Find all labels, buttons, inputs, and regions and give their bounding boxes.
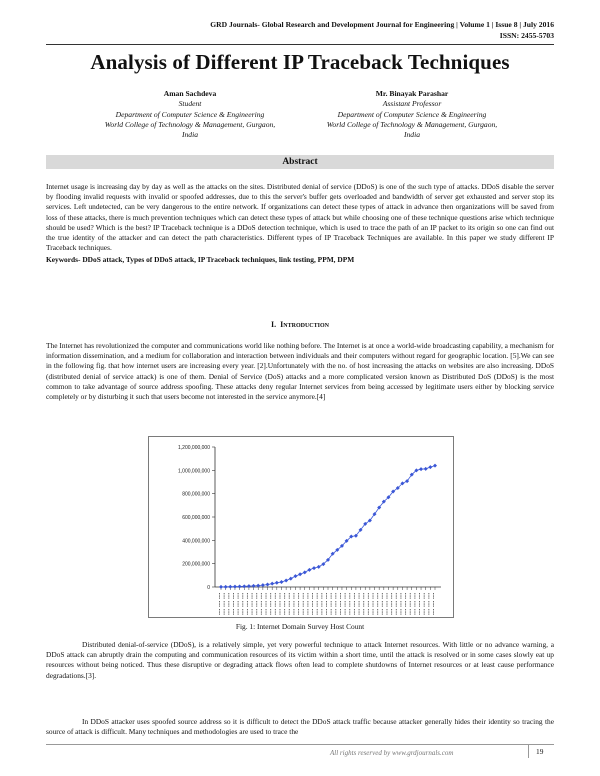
y-tick-label: 1,000,000,000 — [178, 468, 210, 475]
issn: ISSN: 2455-5703 — [499, 31, 554, 40]
data-point — [312, 566, 316, 570]
y-tick-label: 600,000,000 — [182, 515, 210, 521]
data-point — [428, 465, 432, 469]
data-point — [266, 583, 270, 587]
data-point — [219, 585, 223, 589]
y-tick-label: 1,200,000,000 — [178, 445, 210, 451]
journal-line: GRD Journals- Global Research and Development Journal for Engineering | Volume 1 | Issue 8 | July 2016 — [210, 20, 554, 29]
y-tick-label: 800,000,000 — [182, 491, 210, 498]
abstract-heading: Abstract — [46, 155, 554, 169]
author-name: Aman Sachdeva — [163, 89, 217, 98]
y-tick-label: 200,000,000 — [182, 561, 210, 568]
author-dept: Department of Computer Science & Engineering — [115, 109, 265, 119]
section-title: Introduction — [280, 320, 329, 329]
data-point — [293, 574, 297, 578]
header-rule — [46, 44, 554, 45]
author-country: India — [181, 130, 199, 140]
body-paragraph-1 — [46, 640, 554, 681]
author-name: Mr. Binayak Parashar — [375, 89, 449, 98]
data-point — [233, 585, 237, 589]
figure-caption: Fig. 1: Internet Domain Survey Host Count — [235, 622, 365, 631]
data-point — [433, 464, 437, 468]
data-point — [224, 585, 228, 589]
author-role: Student — [178, 99, 202, 109]
author-dept: Department of Computer Science & Engineering — [337, 109, 487, 119]
y-tick-label: 400,000,000 — [182, 538, 210, 545]
author-inst: World College of Technology & Management, Gurgaon, — [326, 119, 498, 129]
body-paragraph-2 — [46, 717, 554, 737]
author-block-1 — [75, 89, 305, 140]
author-inst: World College of Technology & Management, Gurgaon, — [104, 119, 276, 129]
data-point — [284, 578, 288, 582]
footer-rights: All rights reserved by www.grdjournals.com — [330, 749, 454, 757]
intro-paragraph: The Internet has revolutionized the computer and communications world like nothing before. The Internet is at once a world-wide broadcasting capability, a mechanism for information dissemination, and a medium for collaboration and interaction between individuals and their computers without regard for geographic location. [5].We can see in the following fig. that how internet users are increasing every year. [2].Unfortunately with the no. of host increasing the attacks on websites are also increasing. DDoS (distributed denial of service attack) is one of them. Denial of Service (DoS) attacks and a more complicated version known as Distributed DoS (DDoS) is the most common to take advantage of source address spoofing. These attacks deny regular Internet services from being accessed by legitimate users either by blocking service completely or by disturbing it such that users become not interested in the service anymore.[4] — [46, 341, 554, 402]
footer-rule — [46, 744, 554, 745]
data-point — [247, 584, 251, 588]
page-number: 19 — [536, 747, 544, 756]
data-point — [303, 570, 307, 574]
data-point — [424, 467, 428, 471]
data-point — [242, 584, 246, 588]
data-point — [275, 581, 279, 585]
paper-title: Analysis of Different IP Traceback Techniques — [90, 50, 510, 74]
chart-svg — [149, 437, 453, 617]
data-point — [270, 582, 274, 586]
data-point — [317, 565, 321, 569]
data-point — [419, 467, 423, 471]
data-point — [279, 580, 283, 584]
host-count-chart — [148, 436, 454, 618]
section-number: I. — [271, 320, 277, 329]
data-point — [307, 568, 311, 572]
body-paragraph-2-text: In DDoS attacker uses spoofed source address so it is difficult to detect the DDoS attack traffic because attacker generally hides their identity so tracing the source of attack is difficult. Many techniques and methodologies are used to trace the — [46, 717, 554, 737]
author-role: Assistant Professor — [382, 99, 442, 109]
author-block-2 — [297, 89, 527, 140]
keywords: Keywords- DDoS attack, Types of DDoS attack, IP Traceback techniques, link testing, PPM, DPM — [46, 255, 355, 264]
y-tick-label: 0 — [207, 585, 210, 591]
data-point — [289, 577, 293, 581]
data-point — [228, 585, 232, 589]
abstract-text: Internet usage is increasing day by day as well as the attacks on the sites. Distributed denial of service (DDoS) is one of the such type of attacks. DDoS disable the server by flooding invalid requests with invalid or spoofed addresses, due to this the server's buffer gets overloaded and bandwidth of server get exhausted and server stop its services. Left undetected, can be very dangerous to the entire network. If organizations can detect these types of attack in advance then organizations will be saved from loss of these attacks, there is much prevention techniques which can detect these types of attack but while choosing one of these technique questions arise which technique should be used? Which is the best? IP Traceback technique is a DDoS detection technique, which is used to trace the path of an IP packet to its origin so one can find out the true identity of the attacker and can detect the path characteristics. Different types of IP Traceback Techniques are available. In this paper we study different IP Traceback techniques. — [46, 182, 554, 253]
body-paragraph-1-text: Distributed denial-of-service (DDoS), is a relatively simple, yet very powerful technique to attack Internet resources. With little or no advance warning, a DDoS attack can abruptly drain the computing and communication resources of its victim within a short time, until the attack is resolved or in some cases slowly eat up resources without being noticed. Thus these disruptive or degrading attack flows often lead to complete shutdowns of Internet resources or at least cause performance degradations.[3]. — [46, 640, 554, 680]
data-point — [238, 585, 242, 589]
author-country: India — [403, 130, 421, 140]
section-heading — [0, 320, 600, 329]
data-point — [261, 583, 265, 587]
data-point — [298, 572, 302, 576]
journal-header — [210, 19, 554, 41]
